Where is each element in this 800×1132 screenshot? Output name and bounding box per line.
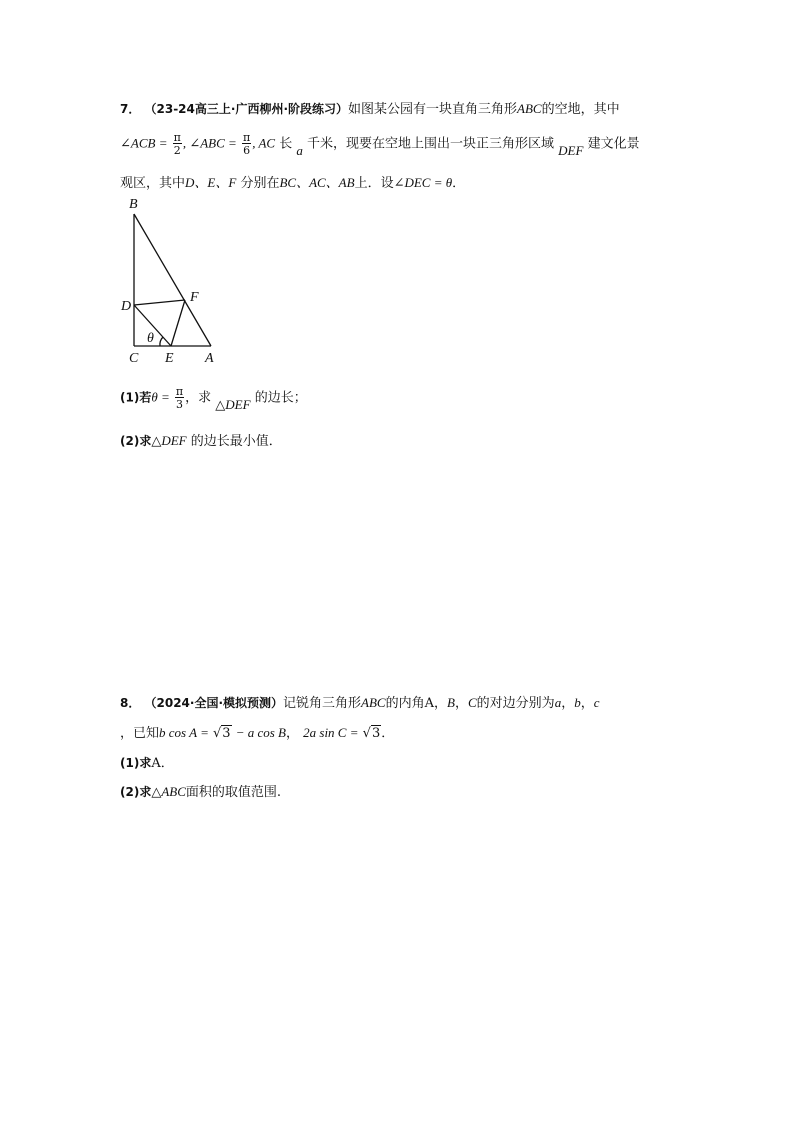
q7-abc: ABC: [517, 101, 542, 116]
q8-part-1: [120, 752, 174, 771]
q8-line-1: [120, 692, 600, 711]
q7-stem-f: 分别在: [240, 176, 280, 191]
q7-p1-end: 的边长；: [254, 390, 307, 406]
q8-sqrt3-a: 3: [222, 726, 231, 741]
q8-comma-5: ，: [285, 726, 299, 741]
q7-stem-b: 的空地，其中: [541, 102, 620, 117]
q7-period: ．: [452, 176, 466, 191]
segment-df: [134, 300, 185, 305]
q7-stem-e: 观区，其中: [120, 176, 186, 191]
q7-line-3: [120, 172, 465, 191]
label-a: A: [205, 351, 214, 366]
q8-comma-3: ，: [561, 696, 575, 711]
label-b: B: [129, 197, 138, 212]
q8-b: b: [574, 695, 581, 710]
q7-frac-pi-6: [242, 132, 251, 156]
q7-pi-a: π: [173, 131, 181, 144]
q8-stem-d: ，已知: [120, 726, 160, 741]
q8-eq1-left: b cos A =: [159, 725, 209, 740]
q8-eq1-right: − a cos B: [235, 725, 286, 740]
q8-number: 8．: [120, 696, 141, 710]
q7-frac-pi-3: [175, 386, 184, 410]
q8-p2-label: (2)求: [120, 785, 152, 799]
q8-source: （2024·全国·模拟预测）: [144, 696, 284, 710]
q7-six: 6: [243, 144, 251, 157]
q7-pi-b: π: [242, 131, 251, 144]
q8-angle-c: C: [468, 695, 477, 710]
theta-arc: [160, 337, 163, 346]
q7-stem-g: 上．设: [354, 176, 394, 191]
q7-chang: 长: [279, 136, 293, 152]
q8-line-2: ，已知b cos A = √3 − a cos B， 2a sin C = √3．: [120, 725, 395, 741]
segment-ab: [134, 214, 211, 346]
q8-comma-4: ，: [580, 696, 594, 711]
q8-stem-c: 的对边分别为: [476, 696, 555, 711]
q8-tri-abc: △ABC: [151, 784, 186, 799]
q7-def-points: D、E、F: [185, 175, 237, 190]
q7-tri-def-a: △DEF: [215, 396, 251, 412]
q8-a: a: [554, 695, 562, 710]
q7-pi-c: π: [175, 385, 184, 398]
label-e: E: [165, 351, 174, 366]
q8-sqrt3-b: 3: [371, 726, 381, 741]
q8-stem-a: 记锐角三角形: [283, 696, 362, 711]
q8-p2-end: 面积的取值范围.: [185, 785, 282, 800]
q8-abc: ABC: [361, 695, 386, 710]
label-f: F: [190, 290, 199, 305]
q8-eq2-left: 2a sin C =: [303, 725, 359, 740]
q8-c: c: [593, 695, 600, 710]
segment-ef: [171, 300, 185, 346]
q7-stem-d: 建文化景: [587, 136, 640, 152]
q7-theta: θ =: [151, 389, 170, 405]
q7-frac-pi-2: [173, 132, 182, 156]
q8-comma-2: ，: [454, 696, 468, 711]
q7-number: 7．: [120, 102, 141, 116]
q8-period-1: ．: [381, 726, 395, 741]
q7-sides: BC、AC、AB: [279, 175, 355, 190]
q8-p1-label: (1)求: [120, 756, 152, 770]
q8-part-2: [120, 781, 281, 800]
q8-angle-a: A: [424, 696, 435, 711]
q7-p2-end: 的边长最小值．: [190, 434, 282, 449]
q7-part-2: [120, 430, 282, 449]
q8-p1-a: A: [151, 756, 161, 771]
q8-p1-end: ．: [160, 756, 174, 771]
q7-line-1: [120, 98, 620, 117]
q7-p1-mid: ，求: [185, 390, 212, 406]
q7-tri-def-b: △DEF: [151, 433, 187, 448]
q7-p2-label: (2)求: [120, 434, 152, 448]
q7-angle-acb: ∠ACB =: [120, 135, 168, 151]
q7-part-1: [120, 386, 307, 410]
q7-angle-dec: ∠DEC = θ: [393, 175, 453, 190]
q7-angle-abc: , ∠ABC =: [182, 135, 237, 151]
q7-a: a: [296, 142, 303, 158]
label-theta: θ: [147, 331, 154, 346]
q7-figure: [115, 192, 235, 372]
label-d: D: [121, 299, 132, 314]
q7-line-2: [120, 132, 640, 156]
q7-def: DEF: [558, 142, 584, 158]
q8-comma-1: ，: [434, 696, 448, 711]
q7-source: （23-24高三上·广西柳州·阶段练习）: [144, 102, 348, 116]
q7-three: 3: [176, 398, 183, 411]
q7-p1-label: (1)若: [120, 390, 152, 405]
q7-two: 2: [173, 144, 181, 157]
q7-stem-c: 千米，现要在空地上围出一块正三角形区域: [307, 136, 555, 152]
q8-angle-b: B: [447, 695, 455, 710]
q8-stem-b: 的内角: [385, 696, 425, 711]
q7-ac: , AC: [252, 135, 276, 151]
q7-stem-a: 如图某公园有一块直角三角形: [348, 102, 518, 117]
label-c: C: [129, 351, 139, 366]
